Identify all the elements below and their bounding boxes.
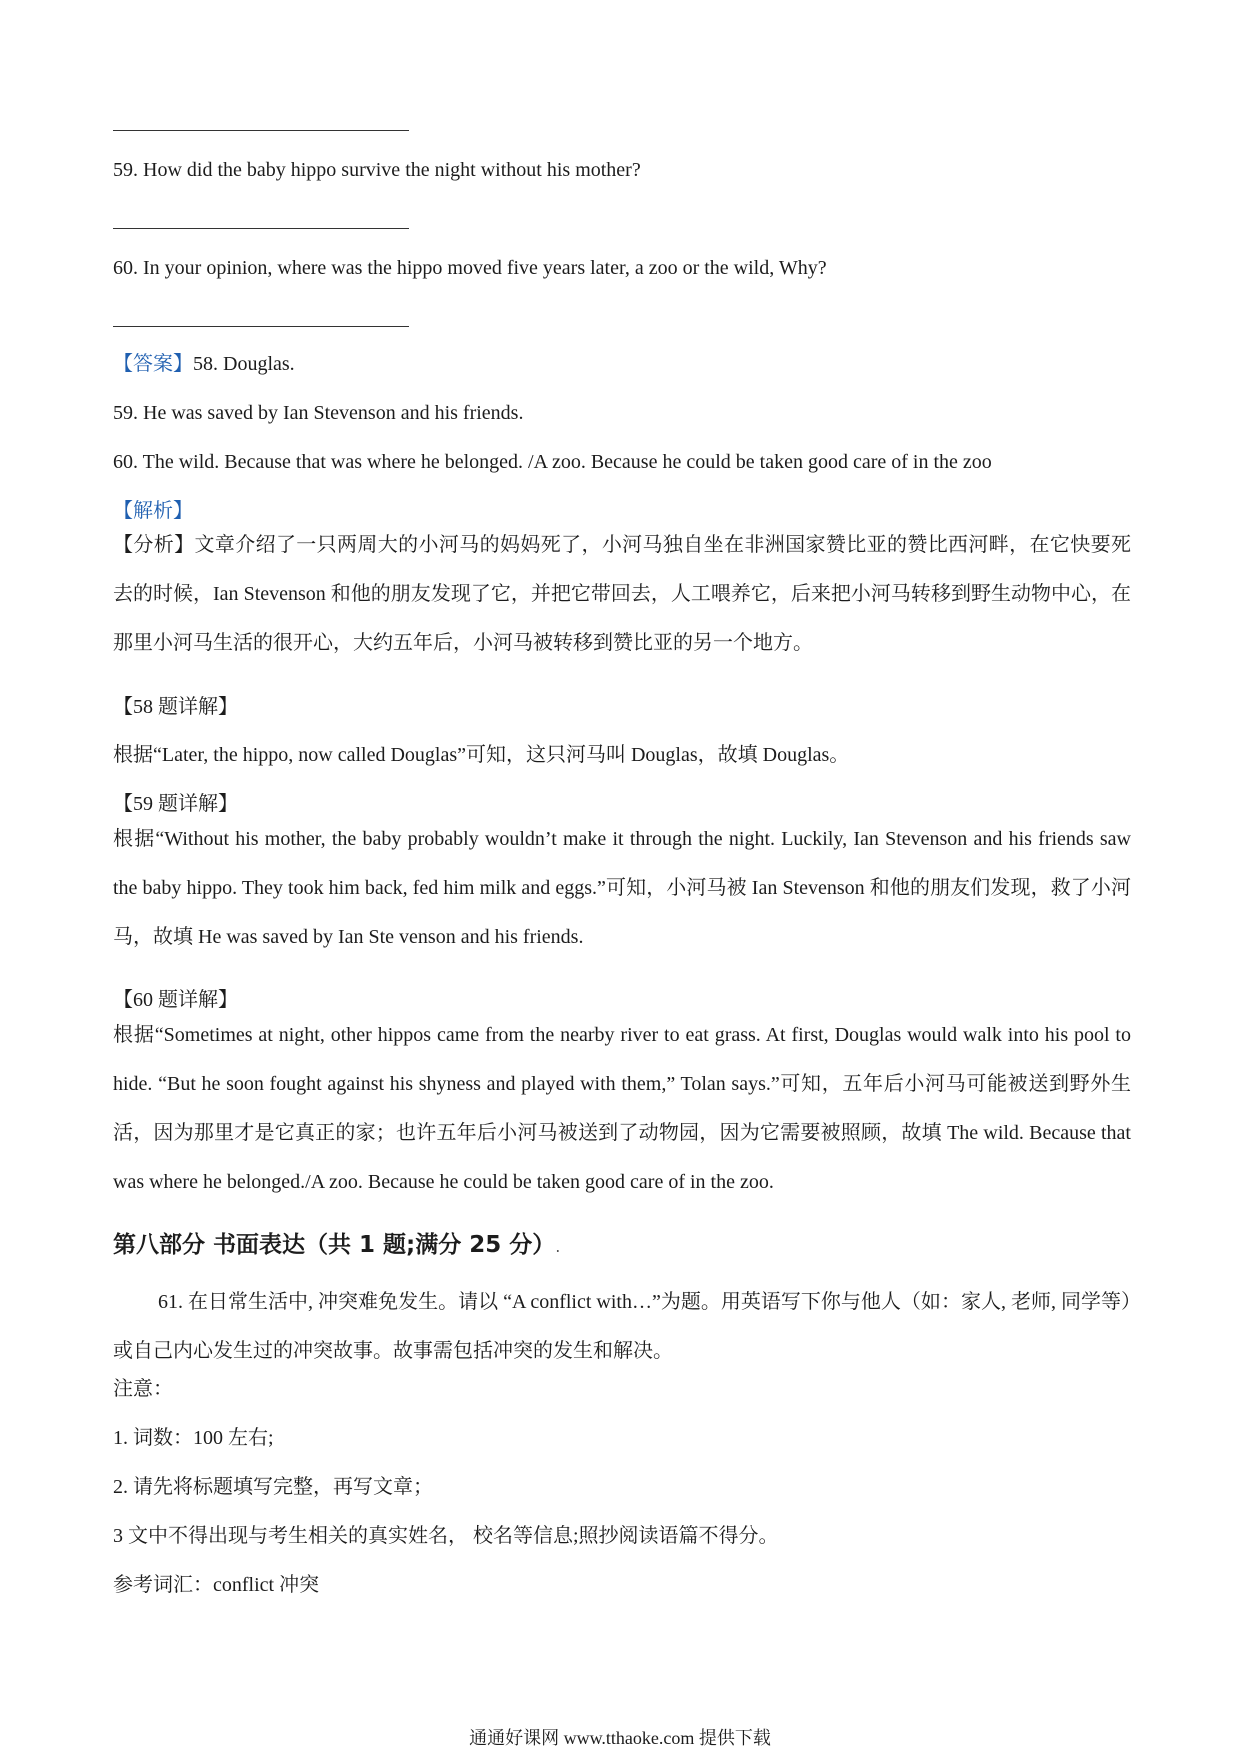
detail-59-body: 根据“Without his mother, the baby probably wouldn’t make it through the night. Luckily, Ian Stevenson and his friends saw the baby hippo. They took him back, fed him milk and eggs.”可知，小河马被 Ian Stevenson 和他的朋友们发现，救了小河马，故填 He was saved by Ian Ste venson and his friends. [113,828,1131,948]
answer-tag: 【答案】 [113,353,193,375]
question-59: 59. How did the baby hippo survive the night without his mother? [113,159,641,181]
note-1: 1. 词数：100 左右; [113,1427,274,1449]
note-3: 3 文中不得出现与考生相关的真实姓名， 校名等信息;照抄阅读语篇不得分。 [113,1525,779,1547]
section-8-heading [113,1230,560,1262]
page-footer: 通通好课网 www.tthaoke.com 提供下载 [469,1728,771,1748]
section-8-heading-text: 第八部分 书面表达（共 1 题;满分 25 分） [113,1232,556,1258]
answer-59: 59. He was saved by Ian Stevenson and his friends. [113,402,524,424]
reference-vocab: 参考词汇：conflict 冲突 [113,1574,320,1596]
answer-blank-59 [113,228,409,229]
answer-blank-60 [113,326,409,327]
analysis-summary: 【分析】文章介绍了一只两周大的小河马的妈妈死了，小河马独自坐在非洲国家赞比亚的赞比西河畔，在它快要死去的时候，Ian Stevenson 和他的朋友发现了它，并把它带回去，人工喂养它，后来把小河马转移到野生动物中心，在那里小河马生活的很开心，大约五年后，小河马被转移到赞比亚的另一个地方。 [113,534,1131,654]
section-8-heading-mark: . [555,1237,561,1256]
question-60: 60. In your opinion, where was the hippo moved five years later, a zoo or the wild, Why? [113,257,827,279]
writing-prompt: 61. 在日常生活中, 冲突难免发生。请以 “A conflict with…”为题。用英语写下你与他人（如：家人, 老师, 同学等）或自己内心发生过的冲突故事。故事需包括冲突的发生和解决。 [113,1291,1131,1362]
detail-60-body: 根据“Sometimes at night, other hippos came from the nearby river to eat grass. At first, Douglas would walk into his pool to hide. “But he soon fought against his shyness and played with them,” Tolan says.”可知，五年后小河马可能被送到野外生活，因为那里才是它真正的家；也许五年后小河马被送到了动物园，因为它需要被照顾，故填 The wild. Because that was where he belonged./A zoo. Because he could be taken good care of in the zoo. [113,1024,1131,1193]
detail-58-title: 【58 题详解】 [113,696,238,718]
note-2: 2. 请先将标题填写完整，再写文章； [113,1476,433,1498]
detail-60-title: 【60 题详解】 [113,989,238,1011]
analysis-tag: 【解析】 [113,500,193,522]
detail-59-title: 【59 题详解】 [113,793,238,815]
answer-blank-58 [113,130,409,131]
detail-58-body: 根据“Later, the hippo, now called Douglas”可知，这只河马叫 Douglas，故填 Douglas。 [113,744,850,766]
answer-58: 58. Douglas. [193,353,295,375]
answer-line-58 [113,350,295,378]
answer-60: 60. The wild. Because that was where he belonged. /A zoo. Because he could be taken good care of in the zoo [113,451,992,473]
note-label: 注意： [113,1378,173,1400]
